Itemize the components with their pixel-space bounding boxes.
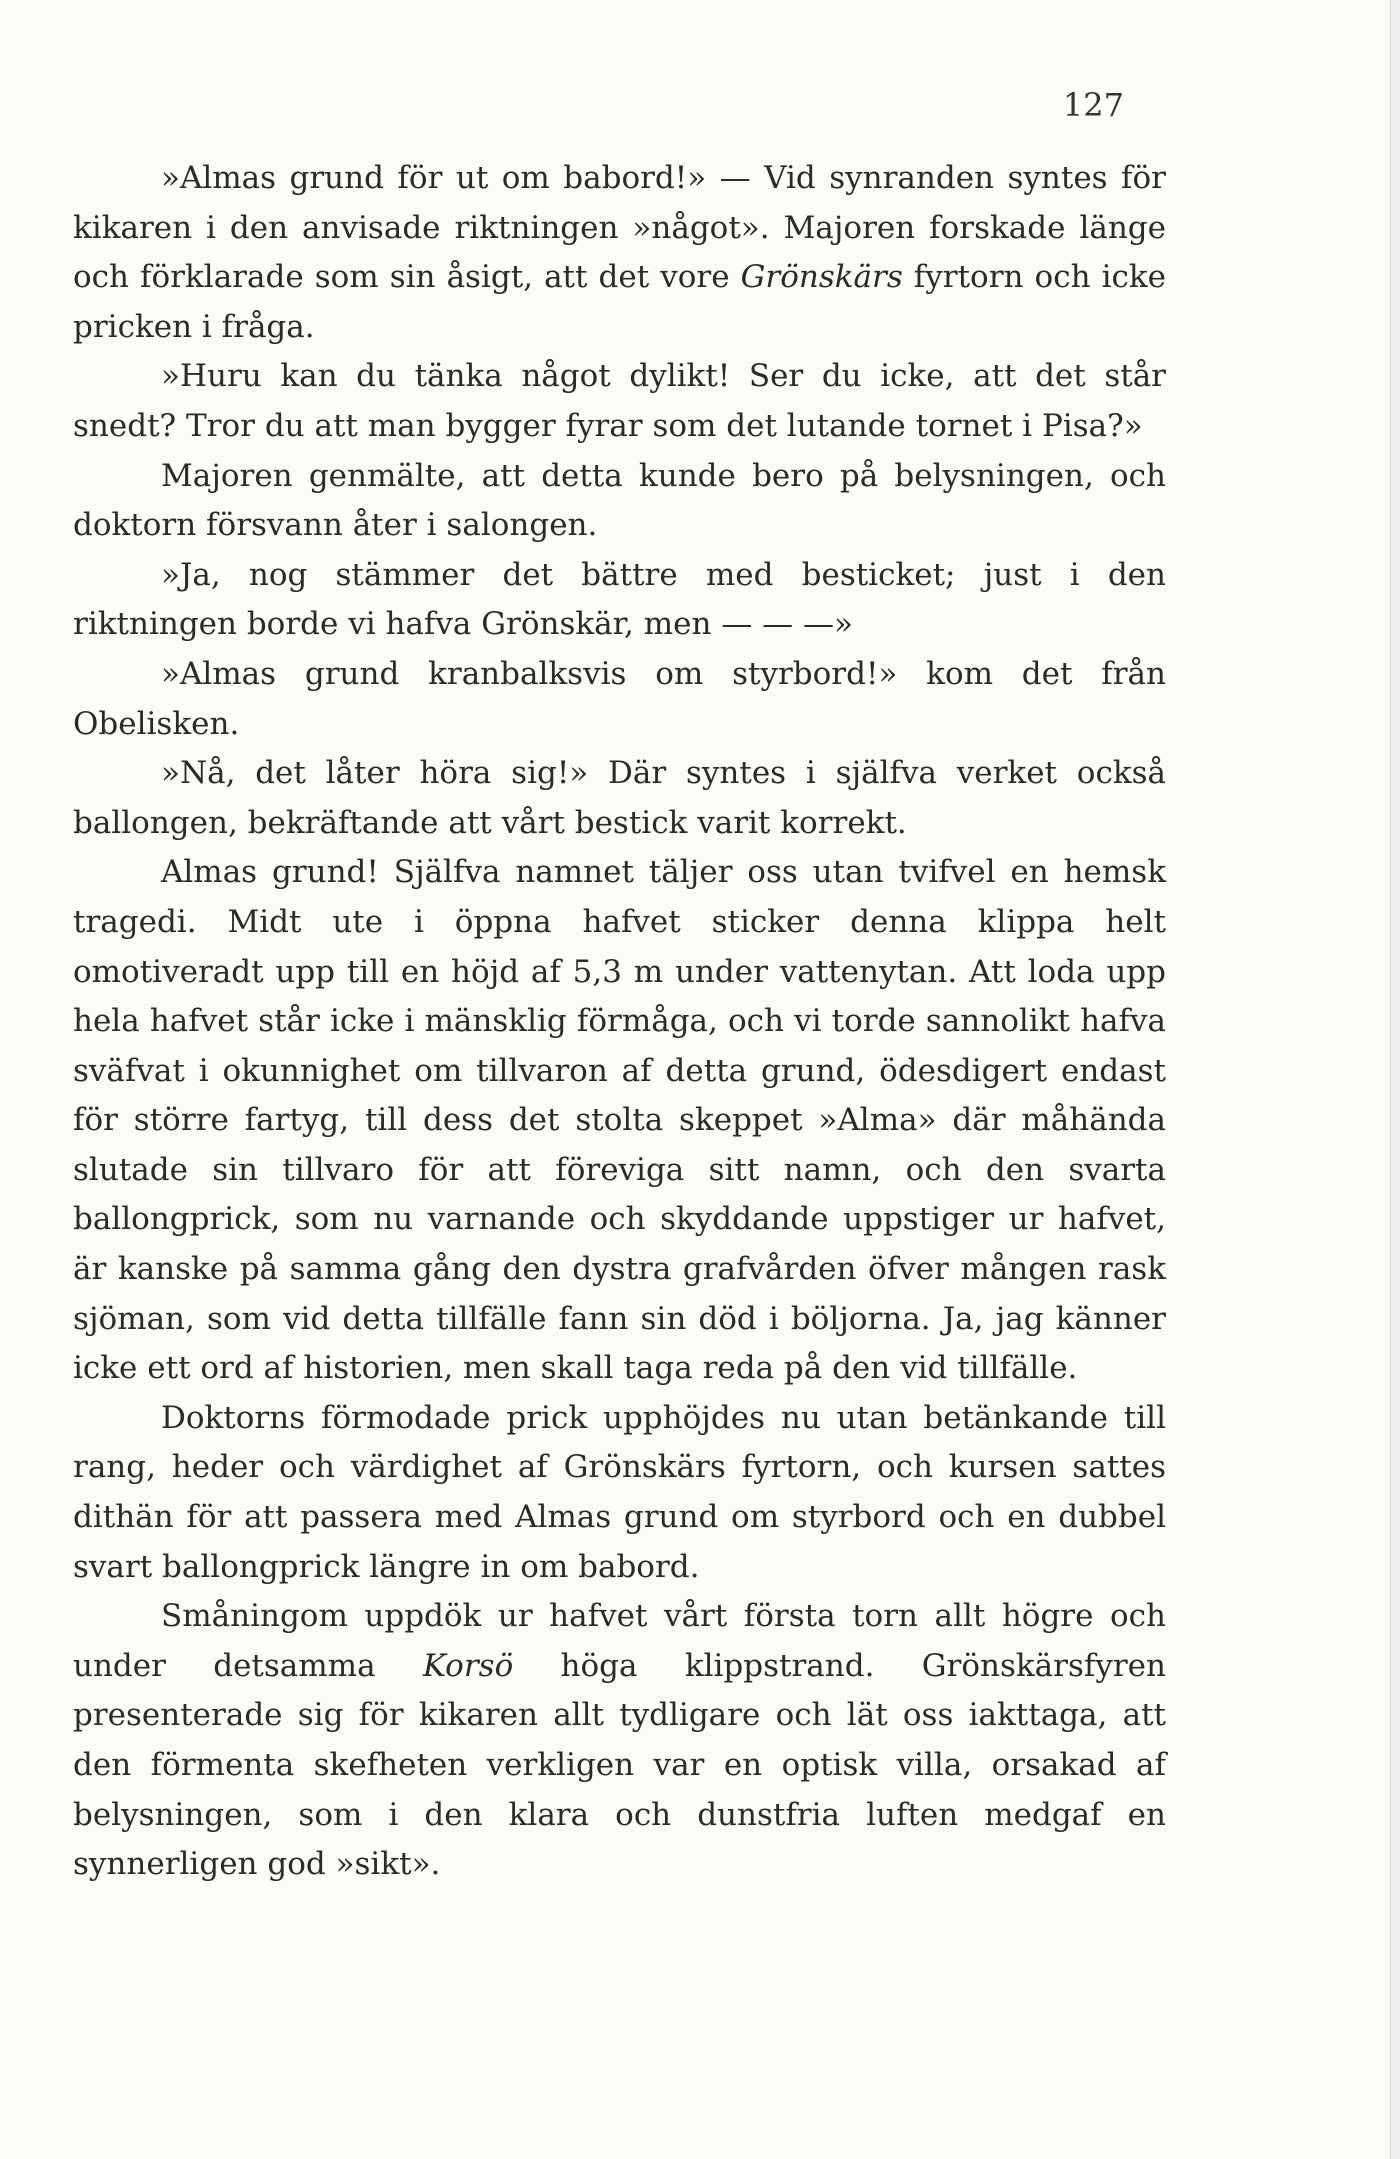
text-run: fyrtorn och icke pricken i fråga.: [73, 259, 1167, 345]
paragraph: [73, 551, 1166, 650]
page-edge: [1390, 0, 1400, 2159]
body-text: [73, 154, 1166, 1890]
paragraph: [73, 154, 1166, 352]
paragraph: [73, 650, 1166, 749]
text-run: Småningom uppdök ur hafvet vårt första torn allt högre och under detsamma: [73, 1598, 1166, 1684]
italic-text: Grönskärs: [740, 259, 903, 296]
page-number: 127: [1062, 86, 1124, 124]
paragraph: [73, 452, 1166, 551]
text-run: Doktorns förmodade prick upphöjdes nu utan betänkande till rang, heder och värdighet af Grönskärs fyrtorn, och kursen sattes dithän för att passera med Almas grund om styrbord och en dubbel svart ballongprick längre in om babord.: [73, 1399, 1166, 1585]
paragraph: [73, 848, 1166, 1394]
paragraph: [73, 1592, 1166, 1890]
text-run: höga klippstrand. Grönskärsfyren presenterade sig för kikaren allt tydligare och lät oss iakttaga, att den förmenta skefheten verkligen var en optisk villa, orsakad af belysningen, som i den klara och dunstfria luften medgaf en synnerligen god »sikt».: [73, 1647, 1166, 1883]
paragraph: [73, 749, 1166, 848]
text-run: Majoren genmälte, att detta kunde bero på belysningen, och doktorn försvann åter i salongen.: [73, 457, 1166, 544]
text-run: »Almas grund för ut om babord!» — Vid synranden syntes för kikaren i den anvisade riktningen »något». Majoren forskade länge och förklarade som sin åsigt, att det vore: [73, 160, 1166, 296]
text-run: »Almas grund kranbalksvis om styrbord!» kom det från Obelisken.: [73, 655, 1166, 742]
text-run: »Nå, det låter höra sig!» Där syntes i själfva verket också ballongen, bekräftande att vårt bestick varit korrekt.: [73, 755, 1166, 841]
italic-text: Korsö: [422, 1647, 514, 1684]
paragraph: [73, 352, 1166, 451]
text-run: »Ja, nog stämmer det bättre med besticket; just i den riktningen borde vi hafva Grönskär, men — — —»: [73, 556, 1166, 643]
text-run: Almas grund! Själfva namnet täljer oss utan tvifvel en hemsk tragedi. Midt ute i öppna hafvet sticker denna klippa helt omotiveradt upp till en höjd af 5,3 m under vattenytan. Att loda upp hela hafvet står icke i mänsklig förmåga, och vi torde sannolikt hafva sväfvat i okunnighet om tillvaron af detta grund, ödesdigert endast för större fartyg, till dess det stolta skeppet »Alma» där måhända slutade sin tillvaro för att förevigа sitt namn, och den svarta ballongprick, som nu varnande och skyddande uppstiger ur hafvet, är kanske på samma gång den dystra grafvården öfver mången rask sjöman, som vid detta tillfälle fann sin död i böljorna. Ja, jag känner icke ett ord af historien, men skall taga reda på den vid tillfälle.: [73, 854, 1166, 1387]
paragraph: [73, 1394, 1166, 1592]
text-run: »Huru kan du tänka något dylikt! Ser du icke, att det står snedt? Tror du att man bygger fyrar som det lutande tornet i Pisa?»: [73, 358, 1166, 444]
